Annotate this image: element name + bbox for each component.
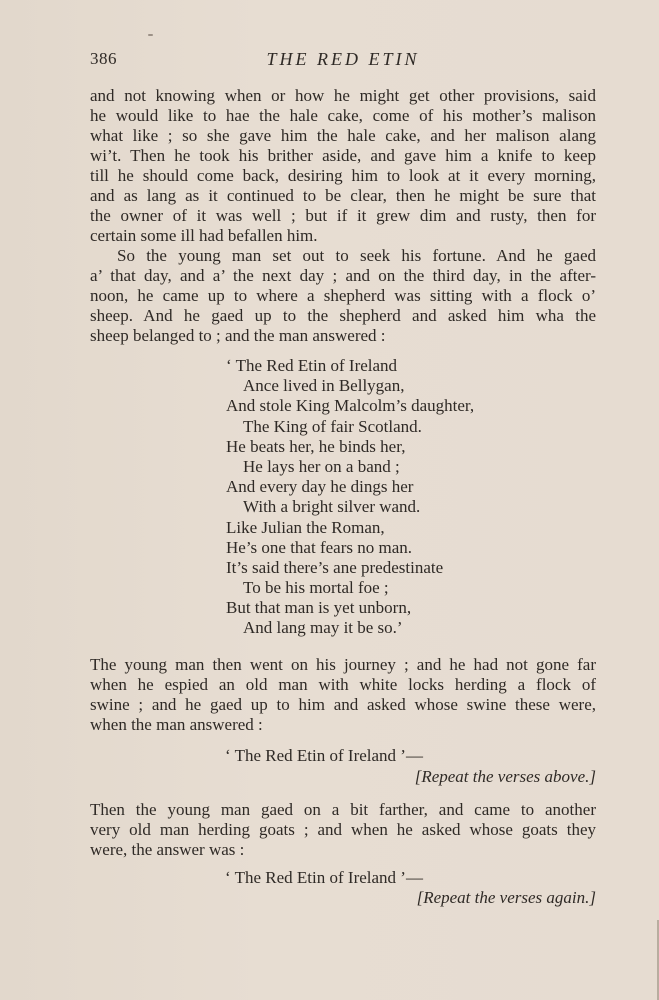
page-header bbox=[90, 49, 596, 69]
verse-line: He lays her on a band ; bbox=[243, 456, 400, 476]
verse-block bbox=[226, 356, 474, 639]
paragraph-3 bbox=[90, 655, 596, 735]
text-line: sheep. And he gaed up to the shepherd and asked him wha the bbox=[90, 306, 596, 325]
text-line: he would like to hae the hale cake, come of his mother’s malison bbox=[90, 106, 596, 125]
text-line: noon, he came up to where a shepherd was sitting with a flock o’ bbox=[90, 286, 596, 305]
text-line: and not knowing when or how he might get other provisions, said bbox=[90, 86, 596, 105]
text-line: the owner of it was well ; but if it grew dim and rusty, then for bbox=[90, 206, 596, 225]
text-line: very old man herding goats ; and when he asked whose goats they bbox=[90, 820, 596, 839]
text-line: till he should come back, desiring him to look at it every morning, bbox=[90, 166, 596, 185]
text-line: certain some ill had befallen him. bbox=[90, 226, 318, 245]
refrain-line-2: ‘ The Red Etin of Ireland ’— bbox=[225, 868, 423, 887]
paragraph-4 bbox=[90, 800, 596, 860]
text-line: what like ; so she gave him the hale cake, and her malison alang bbox=[90, 126, 596, 145]
verse-line: And stole King Malcolm’s daughter, bbox=[226, 396, 475, 416]
verse-line: But that man is yet unborn, bbox=[226, 598, 412, 618]
stage-direction-1: [Repeat the verses above.] bbox=[414, 767, 596, 786]
verse-line: He’s one that fears no man. bbox=[226, 537, 412, 557]
verse-line: It’s said there’s ane predestinate bbox=[226, 557, 444, 577]
verse-line: With a bright silver wand. bbox=[243, 497, 421, 517]
text-line: a’ that day, and a’ the next day ; and on the third day, in the after- bbox=[90, 266, 596, 285]
text-line: Then the young man gaed on a bit farther, and came to another bbox=[90, 800, 596, 819]
text-line: were, the answer was : bbox=[90, 840, 245, 859]
verse-line: ‘ The Red Etin of Ireland bbox=[226, 356, 398, 375]
text-line: swine ; and he gaed up to him and asked whose swine these were, bbox=[90, 695, 596, 714]
refrain-line-1: ‘ The Red Etin of Ireland ’— bbox=[225, 746, 423, 765]
verse-line: He beats her, he binds her, bbox=[226, 436, 406, 456]
text-line: when he espied an old man with white locks herding a flock of bbox=[90, 675, 596, 694]
text-line: So the young man set out to seek his fortune. And he gaed bbox=[117, 246, 596, 265]
ink-speck bbox=[148, 34, 153, 36]
verse-line: Like Julian the Roman, bbox=[226, 517, 385, 537]
running-head: THE RED ETIN bbox=[266, 49, 420, 69]
stage-direction-2: [Repeat the verses again.] bbox=[416, 888, 596, 907]
paragraph-2 bbox=[90, 246, 596, 346]
paragraph-1 bbox=[90, 86, 596, 246]
verse-line: And lang may it be so.’ bbox=[243, 618, 403, 638]
verse-line: The King of fair Scotland. bbox=[243, 416, 422, 436]
page-number: 386 bbox=[90, 49, 117, 68]
verse-line: And every day he dings her bbox=[226, 477, 414, 497]
text-line: wi’t. Then he took his brither aside, and gave him a knife to keep bbox=[90, 146, 596, 165]
text-line: The young man then went on his journey ; and he had not gone far bbox=[90, 655, 596, 674]
text-line: sheep belanged to ; and the man answered : bbox=[90, 326, 386, 345]
text-line: and as lang as it continued to be clear, then he might be sure that bbox=[90, 186, 596, 205]
verse-line: To be his mortal foe ; bbox=[243, 578, 389, 598]
text-line: when the man answered : bbox=[90, 715, 263, 734]
verse-line: Ance lived in Bellygan, bbox=[243, 376, 405, 396]
